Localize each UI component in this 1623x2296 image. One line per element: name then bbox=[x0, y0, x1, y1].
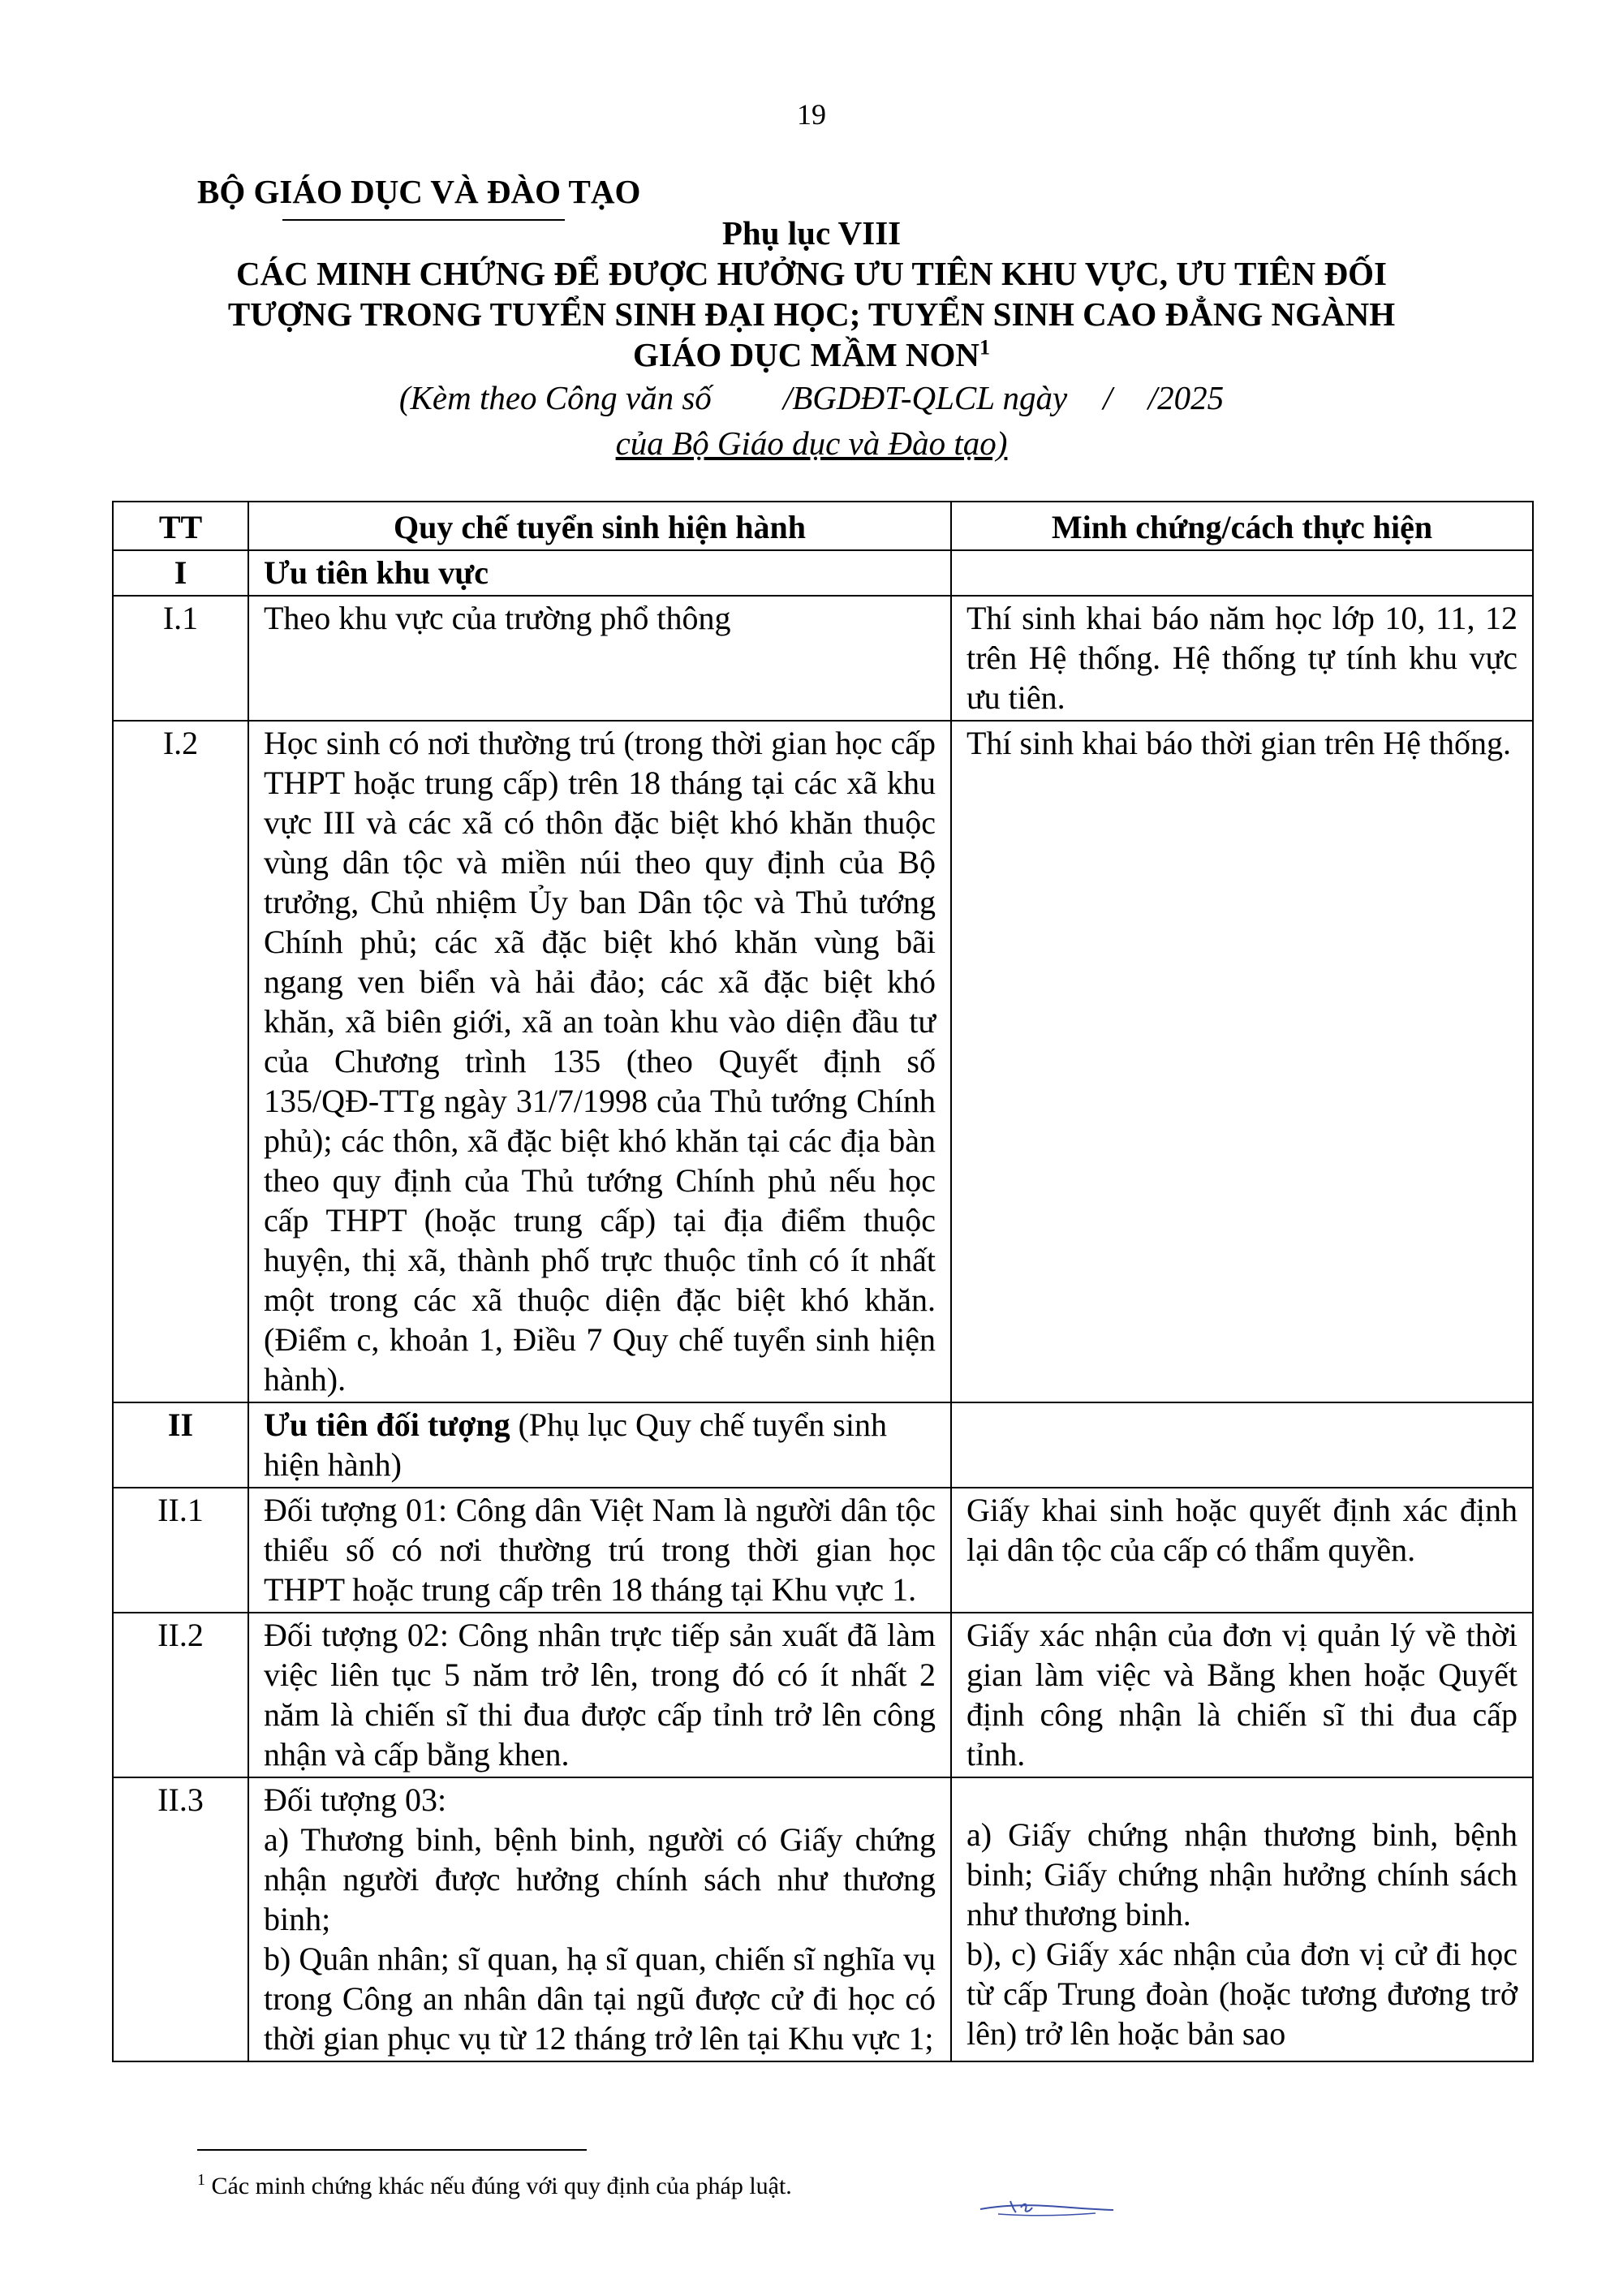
row-rule: Theo khu vực của trường phổ thông bbox=[248, 596, 951, 721]
row-rule bbox=[248, 550, 951, 596]
table-row bbox=[113, 721, 1533, 1402]
footnote-mark: 1 bbox=[197, 2171, 205, 2189]
row-rule: Đối tượng 01: Công dân Việt Nam là người dân tộc thiểu số có nơi thường trú trong thời gian học THPT hoặc trung cấp trên 18 tháng tại Khu vực 1. bbox=[248, 1488, 951, 1613]
row-evidence: Thí sinh khai báo thời gian trên Hệ thống. bbox=[951, 721, 1533, 1402]
evidence-line: b), c) Giấy xác nhận của đơn vị cử đi học từ cấp Trung đoàn (hoặc tương đương trở lên) trở lên hoặc bản sao bbox=[966, 1936, 1518, 2052]
evidence-table bbox=[112, 501, 1534, 2062]
table-row bbox=[113, 550, 1533, 596]
title-footnote-mark: 1 bbox=[979, 335, 991, 360]
row-tt: I bbox=[113, 550, 248, 596]
appendix-label: Phụ lục VIII bbox=[721, 214, 902, 252]
footnote-separator bbox=[197, 2149, 587, 2151]
table-header-row bbox=[113, 502, 1533, 550]
attachment-line-1 bbox=[0, 375, 1623, 420]
attachment-line-2 bbox=[0, 420, 1623, 466]
organization-name: BỘ GIÁO DỤC VÀ ĐÀO TẠO bbox=[197, 173, 641, 210]
row-tt: II bbox=[113, 1402, 248, 1488]
attachment-text-3: / bbox=[1103, 379, 1113, 416]
title-line-3-text: GIÁO DỤC MẦM NON bbox=[632, 336, 980, 373]
row-tt: I.1 bbox=[113, 596, 248, 721]
evidence-line: a) Giấy chứng nhận thương binh, bệnh binh; Giấy chứng nhận hưởng chính sách như thương binh. bbox=[966, 1816, 1518, 1932]
row-tt: II.2 bbox=[113, 1613, 248, 1777]
table-row bbox=[113, 1488, 1533, 1613]
row-tt: II.1 bbox=[113, 1488, 248, 1613]
rule-line: b) Quân nhân; sĩ quan, hạ sĩ quan, chiến sĩ nghĩa vụ trong Công an nhân dân tại ngũ được cử đi học có thời gian phục vụ từ 12 tháng trở lên tại Khu vực 1; bbox=[264, 1941, 936, 2057]
attachment-text-1: (Kèm theo Công văn số bbox=[398, 379, 712, 416]
attachment-text-4: /2025 bbox=[1147, 379, 1225, 416]
table-row bbox=[113, 596, 1533, 721]
attachment-issuer: của Bộ Giáo dục và Đào tạo) bbox=[615, 424, 1008, 462]
table-row bbox=[113, 1777, 1533, 2061]
header-rule: Quy chế tuyển sinh hiện hành bbox=[248, 502, 951, 550]
document-heading bbox=[0, 213, 1623, 375]
section-title: Ưu tiên khu vực bbox=[264, 554, 489, 591]
title-line-3 bbox=[0, 334, 1623, 375]
rule-line: Đối tượng 03: bbox=[264, 1781, 447, 1818]
row-rule bbox=[248, 1402, 951, 1488]
section-title: Ưu tiên đối tượng bbox=[264, 1406, 510, 1443]
attachment-note bbox=[0, 375, 1623, 466]
title-line-2: TƯỢNG TRONG TUYỂN SINH ĐẠI HỌC; TUYỂN SINH CAO ĐẲNG NGÀNH bbox=[227, 295, 1396, 333]
title-line-1: CÁC MINH CHỨNG ĐỂ ĐƯỢC HƯỞNG ƯU TIÊN KHU VỰC, ƯU TIÊN ĐỐI bbox=[236, 255, 1387, 292]
rule-line: a) Thương binh, bệnh binh, người có Giấy chứng nhận người được hưởng chính sách như thương binh; bbox=[264, 1821, 936, 1937]
row-evidence: Giấy khai sinh hoặc quyết định xác định lại dân tộc của cấp có thẩm quyền. bbox=[951, 1488, 1533, 1613]
footnote bbox=[197, 2171, 792, 2200]
row-rule: Đối tượng 02: Công nhân trực tiếp sản xuất đã làm việc liên tục 5 năm trở lên, trong đó có ít nhất 2 năm là chiến sĩ thi đua được cấp tỉnh trở lên công nhận và cấp bằng khen. bbox=[248, 1613, 951, 1777]
initials-signature bbox=[974, 2190, 1120, 2222]
footnote-text: Các minh chứng khác nếu đúng với quy định của pháp luật. bbox=[211, 2173, 792, 2199]
table-row bbox=[113, 1402, 1533, 1488]
table-row bbox=[113, 1613, 1533, 1777]
row-evidence bbox=[951, 1777, 1533, 2061]
page-number: 19 bbox=[797, 98, 826, 131]
header-tt: TT bbox=[113, 502, 248, 550]
attachment-text-2: /BGDĐT-QLCL ngày bbox=[782, 379, 1068, 416]
row-rule: Học sinh có nơi thường trú (trong thời gian học cấp THPT hoặc trung cấp) trên 18 tháng tại các xã khu vực III và các xã có thôn đặc biệt khó khăn thuộc vùng dân tộc và miền núi theo quy định của Bộ trưởng, Chủ nhiệm Ủy ban Dân tộc và Thủ tướng Chính phủ; các xã đặc biệt khó khăn vùng bãi ngang ven biển và hải đảo; các xã đặc biệt khó khăn, xã biên giới, xã an toàn khu vào diện đầu tư của Chương trình 135 (theo Quyết định số 135/QĐ-TTg ngày 31/7/1998 của Thủ tướng Chính phủ); các thôn, xã đặc biệt khó khăn tại các địa bàn theo quy định của Thủ tướng Chính phủ nếu học cấp THPT (hoặc trung cấp) tại địa điểm thuộc huyện, thị xã, thành phố trực thuộc tỉnh có ít nhất một trong các xã thuộc diện đặc biệt khó khăn. (Điểm c, khoản 1, Điều 7 Quy chế tuyển sinh hiện hành). bbox=[248, 721, 951, 1402]
header-evidence: Minh chứng/cách thực hiện bbox=[951, 502, 1533, 550]
row-tt: I.2 bbox=[113, 721, 248, 1402]
row-evidence bbox=[951, 550, 1533, 596]
section-title-suffix: (Phụ lục Quy chế tuyển sinh hiện hành) bbox=[264, 1406, 887, 1483]
row-tt: II.3 bbox=[113, 1777, 248, 2061]
row-evidence bbox=[951, 1402, 1533, 1488]
row-evidence: Thí sinh khai báo năm học lớp 10, 11, 12 trên Hệ thống. Hệ thống tự tính khu vực ưu tiên. bbox=[951, 596, 1533, 721]
row-rule bbox=[248, 1777, 951, 2061]
row-evidence: Giấy xác nhận của đơn vị quản lý về thời gian làm việc và Bằng khen hoặc Quyết định công nhận là chiến sĩ thi đua cấp tỉnh. bbox=[951, 1613, 1533, 1777]
